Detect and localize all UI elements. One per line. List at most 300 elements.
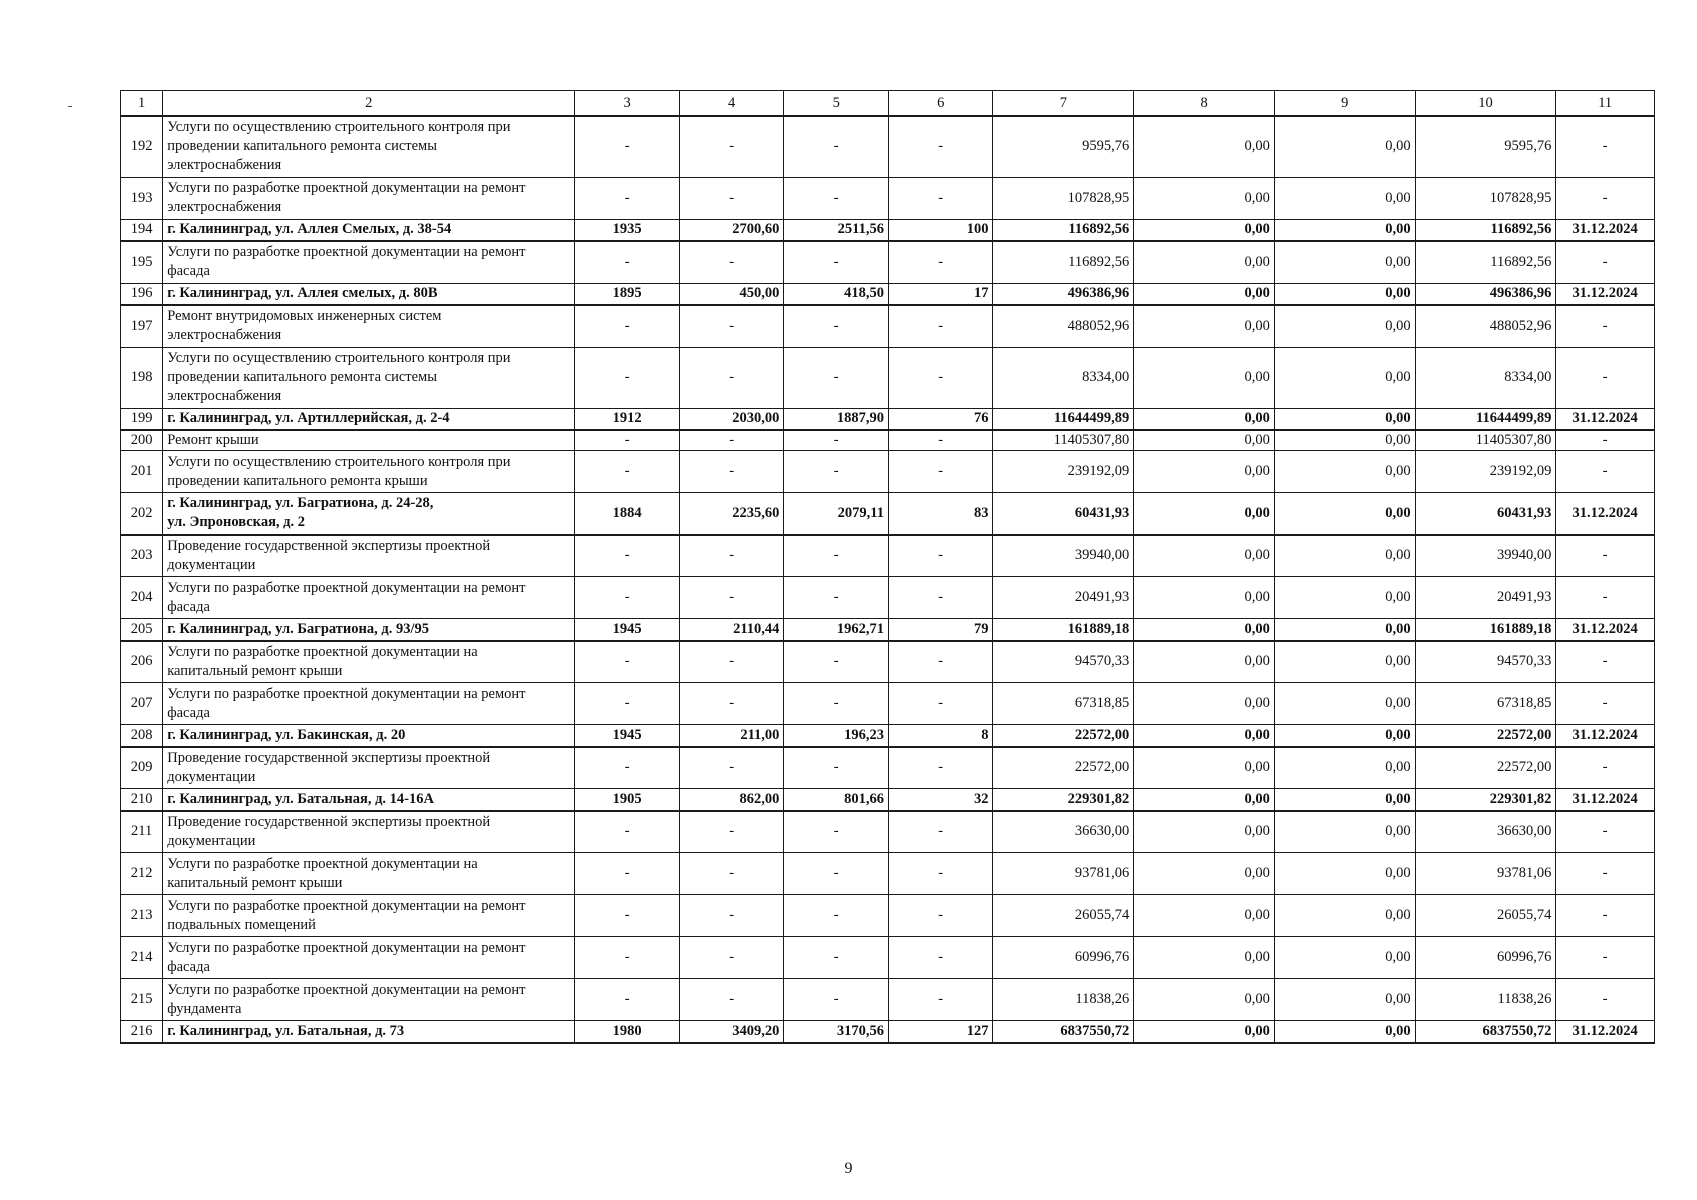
column-header-11: 11 [1556, 91, 1655, 117]
address-row [121, 1021, 1655, 1043]
row-number: 196 [121, 283, 163, 305]
cell-col-4: - [679, 937, 784, 979]
row-number: 206 [121, 641, 163, 683]
cell-col-8: 0,00 [1134, 789, 1275, 811]
cell-col-9: 0,00 [1274, 408, 1415, 430]
cell-col-11: 31.12.2024 [1556, 1021, 1655, 1043]
page-number: 9 [844, 1160, 853, 1177]
cell-col-5: - [784, 535, 889, 577]
cell-col-7: 94570,33 [993, 641, 1134, 683]
work-description: г. Калининград, ул. Бакинская, д. 20 [163, 725, 575, 747]
table-row [121, 979, 1655, 1021]
cell-col-8: 0,00 [1134, 283, 1275, 305]
cell-col-5: - [784, 641, 889, 683]
cell-col-4: - [679, 430, 784, 451]
cell-col-7: 60431,93 [993, 493, 1134, 535]
cell-col-7: 239192,09 [993, 451, 1134, 493]
cell-col-3: - [575, 811, 680, 853]
cell-col-9: 0,00 [1274, 853, 1415, 895]
table-row [121, 937, 1655, 979]
row-number: 201 [121, 451, 163, 493]
row-number: 199 [121, 408, 163, 430]
cell-col-9: 0,00 [1274, 430, 1415, 451]
cell-col-8: 0,00 [1134, 535, 1275, 577]
cell-col-10: 9595,76 [1415, 116, 1556, 177]
cell-col-7: 93781,06 [993, 853, 1134, 895]
cell-col-11: - [1556, 116, 1655, 177]
cell-col-3: - [575, 451, 680, 493]
work-description: Проведение государственной экспертизы проектной документации [163, 535, 575, 577]
cell-col-6: - [888, 853, 993, 895]
cell-col-5: - [784, 683, 889, 725]
cell-col-6: - [888, 305, 993, 347]
cell-col-9: 0,00 [1274, 683, 1415, 725]
cell-col-11: - [1556, 535, 1655, 577]
cell-col-3: - [575, 177, 680, 219]
cell-col-6: 8 [888, 725, 993, 747]
cell-col-9: 0,00 [1274, 641, 1415, 683]
cell-col-7: 8334,00 [993, 347, 1134, 408]
cell-col-9: 0,00 [1274, 305, 1415, 347]
cell-col-7: 67318,85 [993, 683, 1134, 725]
work-description: Услуги по разработке проектной документации на ремонт фасада [163, 937, 575, 979]
cell-col-9: 0,00 [1274, 937, 1415, 979]
cell-col-8: 0,00 [1134, 619, 1275, 641]
cell-col-8: 0,00 [1134, 641, 1275, 683]
cell-col-11: - [1556, 430, 1655, 451]
cell-col-4: 862,00 [679, 789, 784, 811]
cell-col-6: - [888, 577, 993, 619]
cell-col-9: 0,00 [1274, 116, 1415, 177]
cell-col-7: 161889,18 [993, 619, 1134, 641]
cell-col-6: - [888, 811, 993, 853]
cell-col-11: - [1556, 683, 1655, 725]
row-number: 198 [121, 347, 163, 408]
cell-col-10: 22572,00 [1415, 725, 1556, 747]
cell-col-11: - [1556, 937, 1655, 979]
cell-col-5: - [784, 451, 889, 493]
cell-col-5: - [784, 177, 889, 219]
cell-col-10: 488052,96 [1415, 305, 1556, 347]
cell-col-9: 0,00 [1274, 811, 1415, 853]
work-description: Проведение государственной экспертизы проектной документации [163, 747, 575, 789]
cell-col-9: 0,00 [1274, 241, 1415, 283]
cell-col-5: - [784, 116, 889, 177]
address-row [121, 283, 1655, 305]
cell-col-10: 39940,00 [1415, 535, 1556, 577]
cell-col-6: - [888, 747, 993, 789]
cell-col-3: - [575, 979, 680, 1021]
work-description: Ремонт внутридомовых инженерных систем электроснабжения [163, 305, 575, 347]
cell-col-6: - [888, 116, 993, 177]
header-row [121, 91, 1655, 117]
cell-col-5: 2511,56 [784, 219, 889, 241]
cell-col-11: - [1556, 451, 1655, 493]
cell-col-11: - [1556, 241, 1655, 283]
cell-col-7: 22572,00 [993, 725, 1134, 747]
cell-col-3: 1895 [575, 283, 680, 305]
cell-col-3: - [575, 347, 680, 408]
row-number: 203 [121, 535, 163, 577]
cell-col-10: 94570,33 [1415, 641, 1556, 683]
cell-col-3: - [575, 305, 680, 347]
cell-col-8: 0,00 [1134, 979, 1275, 1021]
cell-col-10: 11405307,80 [1415, 430, 1556, 451]
address-row [121, 408, 1655, 430]
cell-col-7: 22572,00 [993, 747, 1134, 789]
cell-col-3: 1935 [575, 219, 680, 241]
cell-col-3: - [575, 747, 680, 789]
cell-col-4: - [679, 116, 784, 177]
cell-col-3: 1912 [575, 408, 680, 430]
cell-col-11: - [1556, 577, 1655, 619]
cell-col-6: - [888, 937, 993, 979]
cell-col-11: 31.12.2024 [1556, 283, 1655, 305]
cell-col-7: 116892,56 [993, 219, 1134, 241]
row-number: 212 [121, 853, 163, 895]
cell-col-6: 79 [888, 619, 993, 641]
cell-col-5: - [784, 577, 889, 619]
column-header-8: 8 [1134, 91, 1275, 117]
cell-col-5: 3170,56 [784, 1021, 889, 1043]
cell-col-11: - [1556, 895, 1655, 937]
work-description: г. Калининград, ул. Батальная, д. 14-16А [163, 789, 575, 811]
cell-col-8: 0,00 [1134, 577, 1275, 619]
cell-col-8: 0,00 [1134, 177, 1275, 219]
cell-col-4: - [679, 747, 784, 789]
cell-col-3: - [575, 577, 680, 619]
cell-col-4: - [679, 641, 784, 683]
cell-col-10: 161889,18 [1415, 619, 1556, 641]
cell-col-3: 1945 [575, 619, 680, 641]
cell-col-6: - [888, 430, 993, 451]
cell-col-5: 418,50 [784, 283, 889, 305]
cell-col-10: 229301,82 [1415, 789, 1556, 811]
cell-col-9: 0,00 [1274, 219, 1415, 241]
cell-col-3: - [575, 937, 680, 979]
cell-col-9: 0,00 [1274, 895, 1415, 937]
cell-col-6: - [888, 177, 993, 219]
cell-col-6: - [888, 347, 993, 408]
cell-col-5: - [784, 747, 889, 789]
cell-col-11: 31.12.2024 [1556, 219, 1655, 241]
cell-col-5: - [784, 241, 889, 283]
work-description: Ремонт крыши [163, 430, 575, 451]
cell-col-7: 60996,76 [993, 937, 1134, 979]
table-row [121, 747, 1655, 789]
table-row [121, 451, 1655, 493]
cell-col-6: - [888, 641, 993, 683]
cell-col-10: 116892,56 [1415, 219, 1556, 241]
cell-col-4: 2110,44 [679, 619, 784, 641]
cell-col-9: 0,00 [1274, 747, 1415, 789]
cell-col-3: - [575, 241, 680, 283]
column-header-1: 1 [121, 91, 163, 117]
table-row [121, 430, 1655, 451]
column-header-4: 4 [679, 91, 784, 117]
cell-col-10: 67318,85 [1415, 683, 1556, 725]
table-row [121, 116, 1655, 177]
row-number: 205 [121, 619, 163, 641]
cell-col-4: - [679, 535, 784, 577]
cell-col-6: - [888, 683, 993, 725]
table-row [121, 641, 1655, 683]
cell-col-11: - [1556, 305, 1655, 347]
cell-col-4: - [679, 811, 784, 853]
cell-col-9: 0,00 [1274, 347, 1415, 408]
cell-col-8: 0,00 [1134, 305, 1275, 347]
cell-col-10: 36630,00 [1415, 811, 1556, 853]
table-row [121, 305, 1655, 347]
table-row [121, 895, 1655, 937]
cell-col-11: 31.12.2024 [1556, 619, 1655, 641]
cell-col-5: - [784, 305, 889, 347]
cell-col-11: - [1556, 747, 1655, 789]
table-row [121, 811, 1655, 853]
cell-col-8: 0,00 [1134, 430, 1275, 451]
cell-col-11: 31.12.2024 [1556, 725, 1655, 747]
cell-col-8: 0,00 [1134, 1021, 1275, 1043]
row-number: 215 [121, 979, 163, 1021]
table-body [121, 116, 1655, 1043]
work-description: Услуги по разработке проектной документации на капитальный ремонт крыши [163, 853, 575, 895]
cell-col-3: 1945 [575, 725, 680, 747]
cell-col-7: 9595,76 [993, 116, 1134, 177]
work-description: Услуги по разработке проектной документации на ремонт фасада [163, 577, 575, 619]
cell-col-8: 0,00 [1134, 937, 1275, 979]
row-number: 204 [121, 577, 163, 619]
work-description: Проведение государственной экспертизы проектной документации [163, 811, 575, 853]
cell-col-3: 1980 [575, 1021, 680, 1043]
row-number: 208 [121, 725, 163, 747]
address-row [121, 493, 1655, 535]
cell-col-9: 0,00 [1274, 451, 1415, 493]
cell-col-9: 0,00 [1274, 283, 1415, 305]
cell-col-8: 0,00 [1134, 408, 1275, 430]
cell-col-5: - [784, 347, 889, 408]
cell-col-6: 100 [888, 219, 993, 241]
row-number: 211 [121, 811, 163, 853]
column-header-6: 6 [888, 91, 993, 117]
cell-col-6: 127 [888, 1021, 993, 1043]
cell-col-10: 239192,09 [1415, 451, 1556, 493]
table-row [121, 177, 1655, 219]
work-description: г. Калининград, ул. Аллея смелых, д. 80В [163, 283, 575, 305]
cell-col-4: - [679, 177, 784, 219]
cell-col-10: 20491,93 [1415, 577, 1556, 619]
cell-col-11: 31.12.2024 [1556, 789, 1655, 811]
cell-col-8: 0,00 [1134, 241, 1275, 283]
scan-mark [68, 106, 72, 107]
cell-col-7: 26055,74 [993, 895, 1134, 937]
row-number: 200 [121, 430, 163, 451]
cell-col-9: 0,00 [1274, 1021, 1415, 1043]
cell-col-4: 211,00 [679, 725, 784, 747]
cell-col-8: 0,00 [1134, 116, 1275, 177]
work-description: Услуги по разработке проектной документации на ремонт подвальных помещений [163, 895, 575, 937]
row-number: 213 [121, 895, 163, 937]
cell-col-11: - [1556, 641, 1655, 683]
cell-col-3: 1884 [575, 493, 680, 535]
row-number: 194 [121, 219, 163, 241]
cell-col-5: - [784, 937, 889, 979]
cell-col-5: 2079,11 [784, 493, 889, 535]
cell-col-10: 93781,06 [1415, 853, 1556, 895]
cell-col-3: 1905 [575, 789, 680, 811]
cell-col-7: 229301,82 [993, 789, 1134, 811]
document-sheet [120, 90, 1655, 1044]
cell-col-3: - [575, 641, 680, 683]
cell-col-11: - [1556, 979, 1655, 1021]
cell-col-4: - [679, 577, 784, 619]
cell-col-10: 8334,00 [1415, 347, 1556, 408]
work-description: Услуги по разработке проектной документации на ремонт фасада [163, 241, 575, 283]
work-description: Услуги по осуществлению строительного контроля при проведении капитального ремонта системы электроснабжения [163, 116, 575, 177]
work-description: Услуги по разработке проектной документации на ремонт фасада [163, 683, 575, 725]
cell-col-4: 3409,20 [679, 1021, 784, 1043]
cell-col-10: 116892,56 [1415, 241, 1556, 283]
table-row [121, 535, 1655, 577]
work-description: Услуги по осуществлению строительного контроля при проведении капитального ремонта крыши [163, 451, 575, 493]
cell-col-10: 11838,26 [1415, 979, 1556, 1021]
cell-col-8: 0,00 [1134, 895, 1275, 937]
cell-col-10: 496386,96 [1415, 283, 1556, 305]
table-row [121, 853, 1655, 895]
cell-col-9: 0,00 [1274, 979, 1415, 1021]
cell-col-4: - [679, 347, 784, 408]
cell-col-7: 6837550,72 [993, 1021, 1134, 1043]
cell-col-4: - [679, 895, 784, 937]
cell-col-8: 0,00 [1134, 219, 1275, 241]
work-description: г. Калининград, ул. Аллея Смелых, д. 38-54 [163, 219, 575, 241]
cell-col-9: 0,00 [1274, 177, 1415, 219]
cell-col-7: 11838,26 [993, 979, 1134, 1021]
row-number: 193 [121, 177, 163, 219]
cell-col-5: 196,23 [784, 725, 889, 747]
row-number: 209 [121, 747, 163, 789]
column-header-9: 9 [1274, 91, 1415, 117]
cell-col-3: - [575, 430, 680, 451]
address-row [121, 219, 1655, 241]
cell-col-3: - [575, 683, 680, 725]
cell-col-10: 60996,76 [1415, 937, 1556, 979]
cell-col-4: - [679, 305, 784, 347]
table-row [121, 683, 1655, 725]
cell-col-11: - [1556, 177, 1655, 219]
cell-col-11: - [1556, 347, 1655, 408]
cell-col-7: 488052,96 [993, 305, 1134, 347]
cell-col-9: 0,00 [1274, 577, 1415, 619]
cell-col-5: - [784, 430, 889, 451]
table-row [121, 241, 1655, 283]
cell-col-9: 0,00 [1274, 493, 1415, 535]
column-header-5: 5 [784, 91, 889, 117]
cell-col-4: 2235,60 [679, 493, 784, 535]
cell-col-11: - [1556, 853, 1655, 895]
cell-col-11: - [1556, 811, 1655, 853]
cell-col-5: - [784, 853, 889, 895]
cell-col-9: 0,00 [1274, 789, 1415, 811]
work-description: г. Калининград, ул. Багратиона, д. 93/95 [163, 619, 575, 641]
column-header-7: 7 [993, 91, 1134, 117]
cell-col-8: 0,00 [1134, 347, 1275, 408]
work-description: г. Калининград, ул. Багратиона, д. 24-28, ул. Эпроновская, д. 2 [163, 493, 575, 535]
cell-col-5: - [784, 979, 889, 1021]
row-number: 192 [121, 116, 163, 177]
cell-col-3: - [575, 535, 680, 577]
cell-col-7: 496386,96 [993, 283, 1134, 305]
cell-col-8: 0,00 [1134, 493, 1275, 535]
cell-col-3: - [575, 895, 680, 937]
row-number: 202 [121, 493, 163, 535]
cell-col-4: - [679, 241, 784, 283]
cell-col-8: 0,00 [1134, 811, 1275, 853]
cell-col-7: 36630,00 [993, 811, 1134, 853]
cell-col-8: 0,00 [1134, 683, 1275, 725]
work-description: г. Калининград, ул. Батальная, д. 73 [163, 1021, 575, 1043]
cell-col-4: 450,00 [679, 283, 784, 305]
cell-col-6: 83 [888, 493, 993, 535]
cell-col-4: - [679, 979, 784, 1021]
cell-col-6: - [888, 979, 993, 1021]
cell-col-7: 107828,95 [993, 177, 1134, 219]
row-number: 210 [121, 789, 163, 811]
cell-col-11: 31.12.2024 [1556, 408, 1655, 430]
work-description: г. Калининград, ул. Артиллерийская, д. 2-4 [163, 408, 575, 430]
cell-col-10: 26055,74 [1415, 895, 1556, 937]
cell-col-4: 2700,60 [679, 219, 784, 241]
cell-col-6: 76 [888, 408, 993, 430]
column-header-10: 10 [1415, 91, 1556, 117]
cell-col-9: 0,00 [1274, 535, 1415, 577]
work-description: Услуги по разработке проектной документации на ремонт фундамента [163, 979, 575, 1021]
cell-col-6: 17 [888, 283, 993, 305]
table-row [121, 577, 1655, 619]
cell-col-10: 11644499,89 [1415, 408, 1556, 430]
cell-col-10: 6837550,72 [1415, 1021, 1556, 1043]
cell-col-9: 0,00 [1274, 725, 1415, 747]
cell-col-7: 20491,93 [993, 577, 1134, 619]
table-row [121, 347, 1655, 408]
row-number: 216 [121, 1021, 163, 1043]
cell-col-10: 60431,93 [1415, 493, 1556, 535]
cell-col-5: - [784, 895, 889, 937]
cell-col-5: - [784, 811, 889, 853]
row-number: 195 [121, 241, 163, 283]
cell-col-3: - [575, 116, 680, 177]
cell-col-5: 1887,90 [784, 408, 889, 430]
cell-col-5: 801,66 [784, 789, 889, 811]
cell-col-9: 0,00 [1274, 619, 1415, 641]
work-description: Услуги по осуществлению строительного контроля при проведении капитального ремонта системы электроснабжения [163, 347, 575, 408]
cell-col-10: 107828,95 [1415, 177, 1556, 219]
cell-col-10: 22572,00 [1415, 747, 1556, 789]
cell-col-8: 0,00 [1134, 747, 1275, 789]
cell-col-4: - [679, 683, 784, 725]
cell-col-6: - [888, 241, 993, 283]
address-row [121, 619, 1655, 641]
work-description: Услуги по разработке проектной документации на ремонт электроснабжения [163, 177, 575, 219]
row-number: 207 [121, 683, 163, 725]
address-row [121, 725, 1655, 747]
row-number: 197 [121, 305, 163, 347]
cell-col-6: - [888, 535, 993, 577]
cell-col-6: - [888, 895, 993, 937]
cell-col-4: 2030,00 [679, 408, 784, 430]
address-row [121, 789, 1655, 811]
cell-col-8: 0,00 [1134, 853, 1275, 895]
work-description: Услуги по разработке проектной документации на капитальный ремонт крыши [163, 641, 575, 683]
